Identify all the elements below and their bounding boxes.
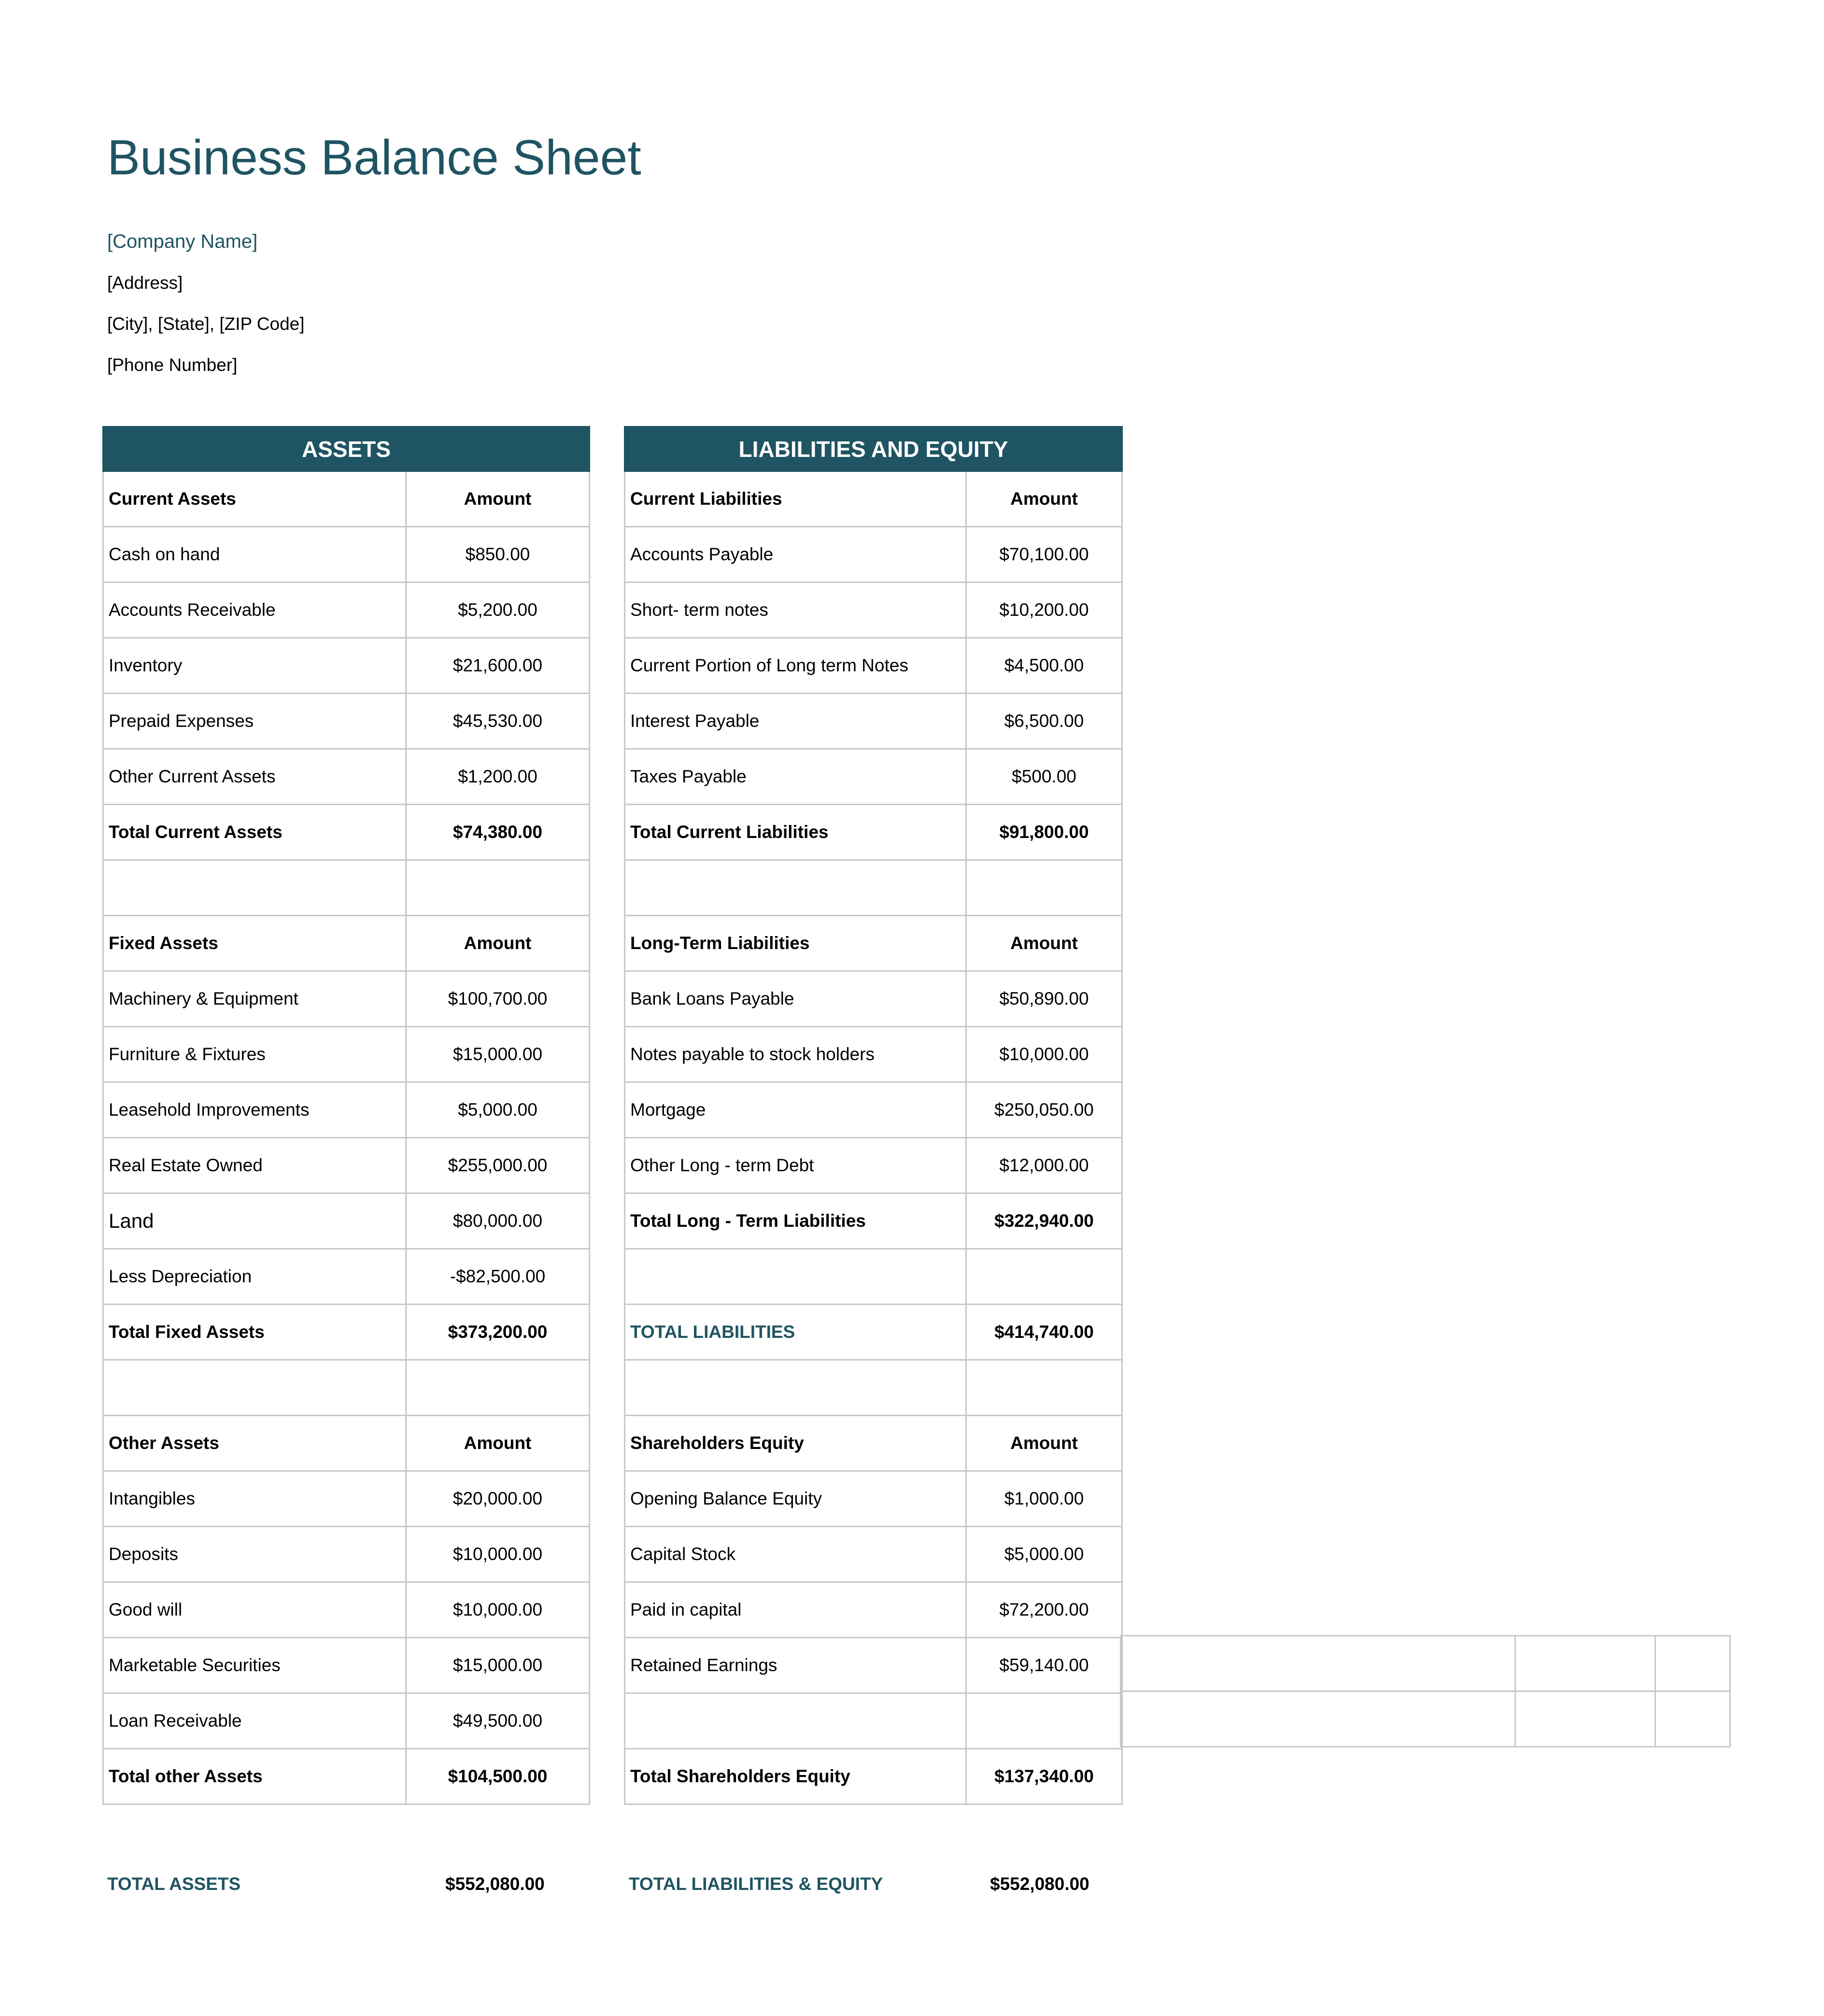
assets-table [102, 426, 590, 1805]
company-name: [Company Name] [107, 231, 258, 252]
table-row: Notes payable to stock holders $10,000.00 [625, 1027, 1122, 1082]
table-row: Marketable Securities $15,000.00 [103, 1638, 590, 1693]
table-row: Total Fixed Assets $373,200.00 [103, 1305, 590, 1360]
table-row [625, 1249, 1122, 1305]
table-row [625, 1693, 1122, 1749]
table-row: Current Assets Amount [103, 471, 590, 527]
table-row: Total other Assets $104,500.00 [103, 1749, 590, 1804]
liabilities-heading: LIABILITIES AND EQUITY [625, 427, 1122, 471]
table-row [625, 860, 1122, 916]
table-row: Leasehold Improvements $5,000.00 [103, 1082, 590, 1138]
table-row: Intangibles $20,000.00 [103, 1471, 590, 1527]
table-row: Total Current Assets $74,380.00 [103, 805, 590, 860]
table-row [103, 860, 590, 916]
table-row: Cash on hand $850.00 [103, 527, 590, 582]
table-row: Opening Balance Equity $1,000.00 [625, 1471, 1122, 1527]
liabilities-table [624, 426, 1123, 1805]
table-row: Shareholders Equity Amount [625, 1416, 1122, 1471]
total-assets-label: TOTAL ASSETS [107, 1874, 241, 1894]
total-liabilities-equity-amount: $552,080.00 [990, 1874, 1089, 1894]
table-row: Other Assets Amount [103, 1416, 590, 1471]
address: [Address] [107, 273, 183, 293]
empty-grid-cells [1120, 1635, 1731, 1747]
table-row: Short- term notes $10,200.00 [625, 582, 1122, 638]
table-row: Accounts Payable $70,100.00 [625, 527, 1122, 582]
table-row: Current Portion of Long term Notes $4,500.00 [625, 638, 1122, 694]
table-row: Long-Term Liabilities Amount [625, 916, 1122, 971]
table-row: Deposits $10,000.00 [103, 1527, 590, 1582]
table-row: Paid in capital $72,200.00 [625, 1582, 1122, 1638]
page-title: Business Balance Sheet [107, 130, 641, 185]
table-row: Prepaid Expenses $45,530.00 [103, 694, 590, 749]
table-row: Interest Payable $6,500.00 [625, 694, 1122, 749]
table-row [625, 1360, 1122, 1416]
table-row: Total Long - Term Liabilities $322,940.00 [625, 1193, 1122, 1249]
table-row: Total Current Liabilities $91,800.00 [625, 805, 1122, 860]
table-row: Retained Earnings $59,140.00 [625, 1638, 1122, 1693]
table-row: Accounts Receivable $5,200.00 [103, 582, 590, 638]
table-row: Less Depreciation -$82,500.00 [103, 1249, 590, 1305]
table-row: Other Current Assets $1,200.00 [103, 749, 590, 805]
table-row: Current Liabilities Amount [625, 471, 1122, 527]
phone-number: [Phone Number] [107, 355, 238, 375]
table-row: Inventory $21,600.00 [103, 638, 590, 694]
table-row: Bank Loans Payable $50,890.00 [625, 971, 1122, 1027]
table-row: TOTAL LIABILITIES $414,740.00 [625, 1305, 1122, 1360]
city-state-zip: [City], [State], [ZIP Code] [107, 314, 305, 334]
table-row: Real Estate Owned $255,000.00 [103, 1138, 590, 1193]
table-row: Taxes Payable $500.00 [625, 749, 1122, 805]
table-row: Machinery & Equipment $100,700.00 [103, 971, 590, 1027]
table-row: Mortgage $250,050.00 [625, 1082, 1122, 1138]
assets-heading: ASSETS [103, 427, 590, 471]
table-row: Land $80,000.00 [103, 1193, 590, 1249]
total-assets-amount: $552,080.00 [445, 1874, 545, 1894]
table-row: Capital Stock $5,000.00 [625, 1527, 1122, 1582]
table-row: Good will $10,000.00 [103, 1582, 590, 1638]
total-liabilities-equity-label: TOTAL LIABILITIES & EQUITY [629, 1874, 883, 1894]
table-row: Loan Receivable $49,500.00 [103, 1693, 590, 1749]
table-row: Furniture & Fixtures $15,000.00 [103, 1027, 590, 1082]
table-row: Total Shareholders Equity $137,340.00 [625, 1749, 1122, 1804]
table-row: Other Long - term Debt $12,000.00 [625, 1138, 1122, 1193]
table-row [103, 1360, 590, 1416]
table-row: Fixed Assets Amount [103, 916, 590, 971]
